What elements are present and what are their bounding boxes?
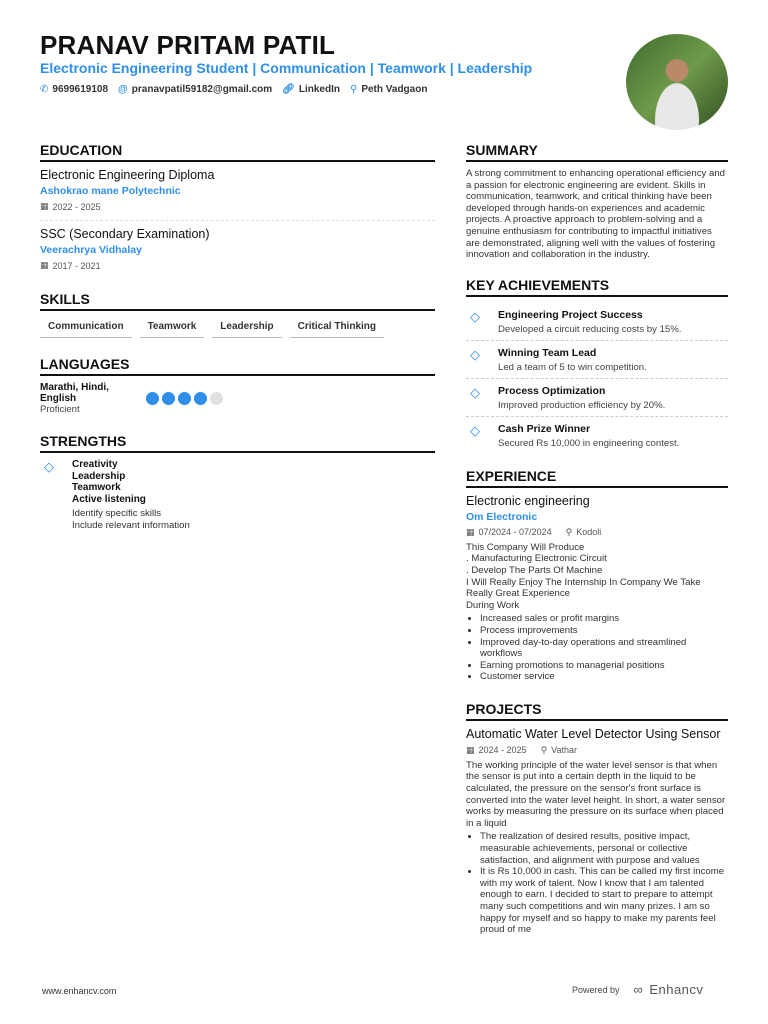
- calendar-icon: ▦: [40, 201, 49, 211]
- achievement-title: Engineering Project Success: [498, 308, 643, 321]
- school: Veerachrya Vidhalay: [40, 244, 142, 256]
- diamond-icon: ◇: [470, 422, 480, 438]
- location-pin-icon: ⚲: [349, 84, 358, 95]
- project-location: Vathar: [551, 745, 578, 756]
- diamond-icon: ◇: [470, 384, 480, 400]
- job-desc-line: I Will Really Enjoy The Internship In Company We Take Really Great Experience: [466, 576, 701, 600]
- footer-branding: [572, 982, 703, 997]
- rating-dot: [178, 392, 191, 405]
- job-dates: 07/2024 - 07/2024: [478, 527, 552, 538]
- job-location: Kodoli: [576, 527, 602, 538]
- phone-text: 9699619108: [52, 84, 109, 95]
- location-pin-icon: ⚲: [565, 526, 573, 537]
- achievement-desc: Secured Rs 10,000 in engineering contest.: [498, 437, 680, 449]
- achievements-heading: KEY ACHIEVEMENTS: [466, 277, 728, 297]
- language-level: Proficient: [40, 404, 80, 415]
- enhancv-logo-icon: ∞: [633, 982, 644, 997]
- diamond-icon: ◇: [470, 346, 480, 362]
- achievement-title: Process Optimization: [498, 384, 606, 397]
- project-bullet: • It is Rs 10,000 in cash. This can be called my first income with my work of talent. Now I know that I am talented enough to earn. I decided to start to prepare to attempt many such competitions and win many prizes. I am so happy for myself and so happy to make my parents feel proud of me: [480, 866, 728, 936]
- strength-line: Teamwork: [72, 482, 121, 494]
- achievement-title: Winning Team Lead: [498, 346, 597, 359]
- phone-contact[interactable]: [40, 84, 108, 95]
- project-desc: The working principle of the water level sensor is that when the sensor is put into a certain depth in the liquid to be calculated, the pressure on the sensor's front surface is converted into the water level height. In short, a water sensor works by measuring the pressure on its surface when placed in a liquid: [466, 759, 726, 829]
- brand-name: Enhancv: [649, 982, 704, 997]
- location-text: Peth Vadgaon: [361, 84, 428, 95]
- job-desc-line: . Develop The Parts Of Machine: [466, 564, 603, 576]
- location-pin-icon: ⚲: [540, 744, 548, 755]
- diamond-icon: ◇: [470, 308, 480, 324]
- education-item: [40, 168, 435, 212]
- job-bullet: • Improved day-to-day operations and streamlined workflows: [480, 637, 728, 660]
- strength-line: Creativity: [72, 459, 118, 470]
- project-bullets: [466, 831, 728, 935]
- left-column: [40, 142, 435, 532]
- strength-desc: Identify specific skills: [72, 508, 162, 520]
- rating-dot: [210, 392, 223, 405]
- calendar-icon: ▦: [466, 744, 475, 755]
- location-contact: [350, 84, 427, 95]
- job-bullet: • Increased sales or profit margins: [480, 613, 728, 625]
- strength-item: [40, 459, 435, 532]
- phone-icon: ✆: [40, 84, 49, 95]
- job-bullet: • Customer service: [480, 671, 728, 683]
- company: Om Electronic: [466, 510, 538, 523]
- achievements-list: [466, 303, 728, 454]
- skill-tag: Leadership: [212, 319, 281, 338]
- linkedin-link[interactable]: [282, 84, 340, 95]
- achievement-desc: Improved production efficiency by 20%.: [498, 399, 666, 411]
- job-bullet: • Process improvements: [480, 625, 728, 637]
- strength-line: Active listening: [72, 493, 146, 505]
- strength-line: Leadership: [72, 470, 126, 482]
- profile-photo: [626, 34, 728, 130]
- education-item: [40, 220, 435, 271]
- project-name: Automatic Water Level Detector Using Sensor: [466, 726, 721, 741]
- language-name: Marathi, Hindi, English: [40, 382, 109, 404]
- powered-by-text: Powered by: [572, 984, 620, 995]
- email-text: pranavpatil59182@gmail.com: [131, 84, 273, 95]
- resume-name: PRANAV PRITAM PATIL: [40, 30, 336, 60]
- degree: Electronic Engineering Diploma: [40, 168, 215, 182]
- calendar-icon: ▦: [466, 526, 475, 537]
- language-rating: [146, 392, 223, 415]
- rating-dot: [146, 392, 159, 405]
- skills-list: [40, 319, 435, 338]
- languages-heading: LANGUAGES: [40, 356, 435, 376]
- calendar-icon: ▦: [40, 260, 49, 270]
- projects-heading: PROJECTS: [466, 701, 728, 721]
- achievement-item: [466, 379, 728, 417]
- rating-dot: [194, 392, 207, 405]
- job-desc-line: During Work: [466, 599, 520, 611]
- job-desc-line: This Company Will Produce: [466, 541, 585, 553]
- skill-tag: Communication: [40, 319, 132, 338]
- skill-tag: Critical Thinking: [290, 319, 384, 338]
- skill-tag: Teamwork: [140, 319, 205, 338]
- language-item: [40, 382, 435, 415]
- experience-heading: EXPERIENCE: [466, 468, 728, 488]
- skills-heading: SKILLS: [40, 291, 435, 311]
- achievement-item: [466, 303, 728, 341]
- achievement-item: [466, 341, 728, 379]
- achievement-desc: Developed a circuit reducing costs by 15%.: [498, 323, 682, 335]
- link-icon: 🔗︎: [282, 84, 295, 95]
- job-role: Electronic engineering: [466, 493, 590, 508]
- right-column: [466, 142, 728, 936]
- achievement-title: Cash Prize Winner: [498, 422, 591, 435]
- dates: 2022 - 2025: [52, 201, 101, 212]
- job-desc-line: . Manufacturing Electronic Circuit: [466, 553, 607, 565]
- strength-desc: Include relevant information: [72, 519, 190, 531]
- achievement-desc: Led a team of 5 to win competition.: [498, 361, 647, 373]
- summary-text: A strong commitment to enhancing operational efficiency and a passion for electronic engineering are evident. Skills in communication, teamwork, and critical thinking have been developed through hands-on experiences and academic projects. A proactive approach to problem-solving and a genuine enthusiasm for contributing to impactful initiatives are demonstrated, aligning well with the values of fostering innovation and collaboration in the industry.: [466, 168, 726, 261]
- diamond-icon: ◇: [44, 459, 54, 474]
- linkedin-text: LinkedIn: [298, 84, 340, 95]
- dates: 2017 - 2021: [52, 260, 101, 271]
- resume-headline: Electronic Engineering Student | Communication | Teamwork | Leadership: [40, 60, 533, 76]
- school: Ashokrao mane Polytechnic: [40, 185, 181, 197]
- at-icon: @: [118, 84, 128, 95]
- degree: SSC (Secondary Examination): [40, 227, 210, 241]
- job-bullet: • Earning promotions to managerial positions: [480, 660, 728, 672]
- project-dates: 2024 - 2025: [478, 745, 527, 756]
- project-bullet: • The realization of desired results, positive impact, measurable achievements, personal or collective satisfaction, and alignment with purpose and values: [480, 831, 728, 866]
- job-bullets: [466, 613, 728, 683]
- contact-bar: [40, 84, 427, 95]
- summary-heading: SUMMARY: [466, 142, 728, 162]
- rating-dot: [162, 392, 175, 405]
- footer-site-link[interactable]: www.enhancv.com: [42, 986, 117, 996]
- achievement-item: [466, 417, 728, 454]
- brand-logo: [634, 982, 704, 997]
- education-heading: EDUCATION: [40, 142, 435, 162]
- strengths-heading: STRENGTHS: [40, 433, 435, 453]
- email-contact[interactable]: [118, 84, 272, 95]
